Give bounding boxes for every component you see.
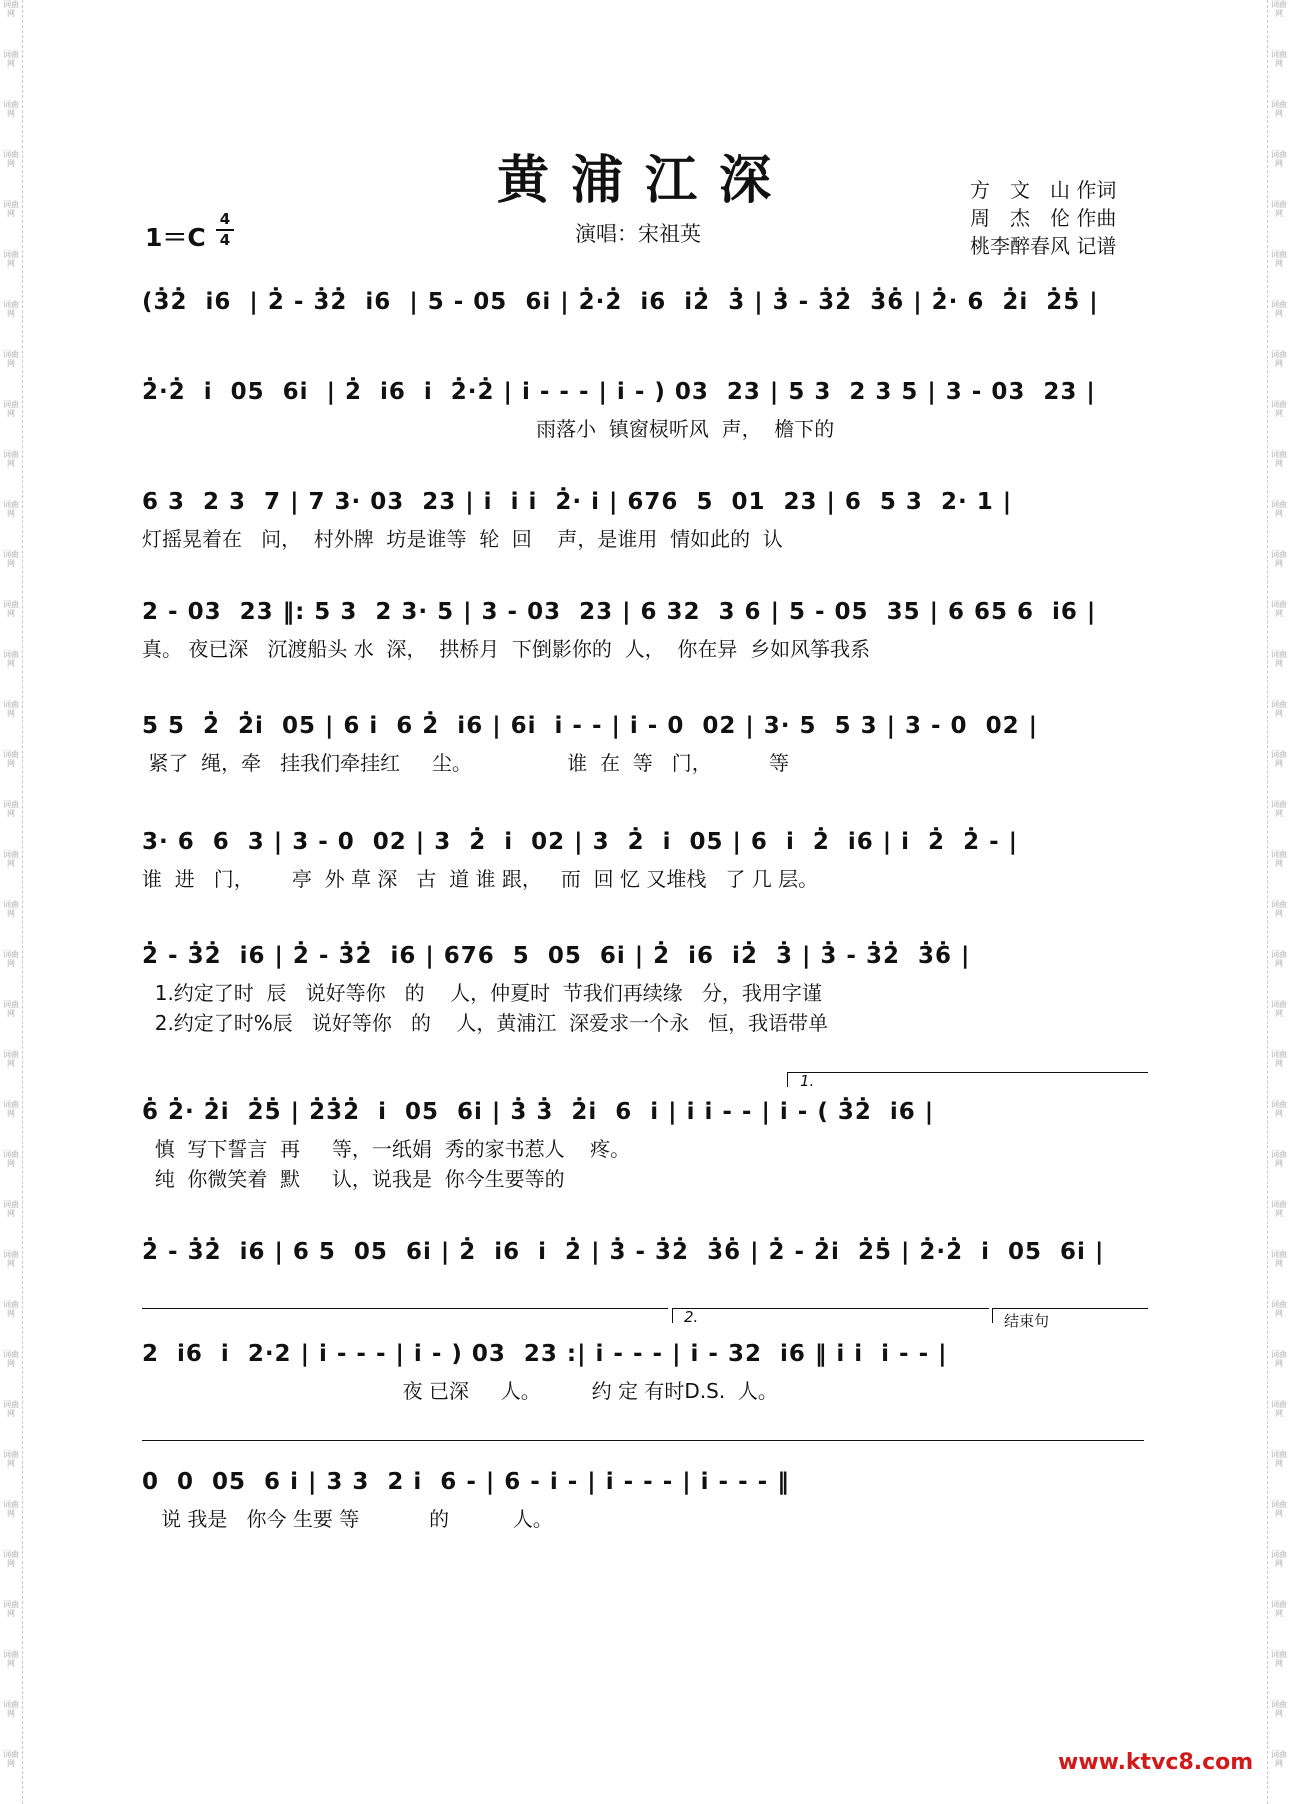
side-mark: 词曲网 — [1271, 200, 1287, 218]
lyric-line: 灯摇晃着在 问， 村外牌 坊是谁等 轮 回 声，是谁用 情如此的 认 — [142, 527, 783, 551]
side-mark: 词曲网 — [3, 1100, 19, 1118]
notation-line: 6̇ 2̇· 2̇i 2̇5̇ | 2̇3̇2̇ i 05 6i | 3̇ 3̇ 2̇i 6 i | i i - - | i - ( 3̇2̇ i6 | — [142, 1099, 935, 1125]
side-mark: 词曲网 — [1271, 0, 1287, 18]
lyric-verse-1: 1.约定了时 辰 说好等你 的 人，仲夏时 节我们再续缘 分，我用字谨 — [142, 981, 822, 1005]
time-signature — [216, 212, 234, 248]
side-mark: 词曲网 — [3, 600, 19, 618]
side-mark: 词曲网 — [3, 1050, 19, 1068]
side-mark: 词曲网 — [1271, 100, 1287, 118]
side-mark: 词曲网 — [3, 150, 19, 168]
side-mark: 词曲网 — [3, 550, 19, 568]
side-mark: 词曲网 — [3, 500, 19, 518]
side-mark: 词曲网 — [1271, 750, 1287, 768]
side-mark: 词曲网 — [3, 1450, 19, 1468]
side-mark: 词曲网 — [3, 1000, 19, 1018]
lyric-line: 雨落小 镇窗棂听风 声， 檐下的 — [142, 417, 835, 441]
side-mark: 词曲网 — [3, 750, 19, 768]
notation-line: 5 5 2̇ 2̇i 05 | 6 i 6 2̇ i6 | 6i i - - | i - 0 02 | 3· 5 5 3 | 3 - 0 02 | — [142, 713, 1038, 739]
second-ending-label: 2. — [684, 1308, 699, 1326]
side-mark: 词曲网 — [1271, 1050, 1287, 1068]
side-mark: 词曲网 — [3, 1150, 19, 1168]
side-mark: 词曲网 — [3, 800, 19, 818]
side-mark: 词曲网 — [1271, 400, 1287, 418]
side-mark: 词曲网 — [1271, 1300, 1287, 1318]
side-mark: 词曲网 — [1271, 850, 1287, 868]
repeat-span-line — [142, 1308, 668, 1309]
side-mark: 词曲网 — [3, 1600, 19, 1618]
transcriber-credit: 桃李醉春风 记谱 — [970, 234, 1117, 258]
notation-line: 2̇·2̇ i 05 6i | 2̇ i6 i 2̇·2̇ | i - - - | i - ) 03 23 | 5 3 2 3 5 | 3 - 03 23 | — [142, 379, 1096, 405]
side-mark: 词曲网 — [1271, 800, 1287, 818]
key-signature: 1＝C — [145, 223, 206, 252]
notation-line: 2 i6 i 2·2 | i - - - | i - ) 03 23 :| i - - - | i - 32 i6 ‖ i i i - - | — [142, 1341, 948, 1367]
side-mark: 词曲网 — [3, 1400, 19, 1418]
side-mark: 词曲网 — [3, 1700, 19, 1718]
credits — [970, 176, 1116, 260]
side-mark: 词曲网 — [1271, 1550, 1287, 1568]
side-mark: 词曲网 — [1271, 1250, 1287, 1268]
song-title: 黄浦江深 — [496, 150, 793, 211]
side-mark: 词曲网 — [1271, 1750, 1287, 1768]
side-mark: 词曲网 — [3, 1650, 19, 1668]
side-mark: 词曲网 — [1271, 1400, 1287, 1418]
coda-span-line — [142, 1440, 1144, 1441]
side-mark: 词曲网 — [1271, 1350, 1287, 1368]
side-mark: 词曲网 — [1271, 1200, 1287, 1218]
side-mark: 词曲网 — [3, 1550, 19, 1568]
side-mark: 词曲网 — [1271, 350, 1287, 368]
side-mark: 词曲网 — [1271, 1150, 1287, 1168]
ending-phrase-label: 结束句 — [1004, 1312, 1050, 1330]
notation-line: 6 3 2 3 7 | 7 3· 03 23 | i i i 2̇· i | 676 5 01 23 | 6 5 3 2· 1 | — [142, 489, 1013, 515]
right-margin-strip — [1267, 0, 1290, 1804]
side-mark: 词曲网 — [1271, 700, 1287, 718]
side-mark: 词曲网 — [3, 1350, 19, 1368]
side-mark: 词曲网 — [1271, 900, 1287, 918]
side-mark: 词曲网 — [3, 1200, 19, 1218]
side-mark: 词曲网 — [1271, 300, 1287, 318]
time-signature-bottom: 4 — [219, 231, 231, 249]
lyric-line: 夜 已深 人。 约 定 有时D.S. 人。 — [142, 1379, 778, 1403]
side-mark: 词曲网 — [3, 250, 19, 268]
notation-line: (3̇2̇ i6 | 2̇ - 3̇2̇ i6 | 5 - 05 6i | 2̇·2̇ i6 i2̇ 3̇ | 3̇ - 3̇2̇ 3̇6̇ | 2̇· 6 2̇i 2̇5̇ | — [142, 289, 1099, 315]
side-mark: 词曲网 — [1271, 250, 1287, 268]
side-mark: 词曲网 — [3, 200, 19, 218]
side-mark: 词曲网 — [1271, 950, 1287, 968]
side-mark: 词曲网 — [1271, 50, 1287, 68]
second-ending-bracket — [672, 1308, 989, 1323]
side-mark: 词曲网 — [3, 900, 19, 918]
first-ending-bracket — [787, 1072, 1148, 1087]
side-mark: 词曲网 — [3, 850, 19, 868]
side-mark: 词曲网 — [1271, 600, 1287, 618]
side-mark: 词曲网 — [1271, 650, 1287, 668]
lyric-line: 说 我是 你今 生要 等 的 人。 — [142, 1507, 553, 1531]
side-mark: 词曲网 — [1271, 1100, 1287, 1118]
lyric-verse-2: 纯 你微笑着 默 认，说我是 你今生要等的 — [142, 1167, 565, 1191]
side-mark: 词曲网 — [3, 100, 19, 118]
side-mark: 词曲网 — [1271, 1000, 1287, 1018]
notation-line: 2̇ - 3̇2̇ i6 | 2̇ - 3̇2̇ i6 | 676 5 05 6i | 2̇ i6 i2̇ 3̇ | 3̇ - 3̇2̇ 3̇6̇ | — [142, 943, 971, 969]
lyric-line: 紧了 绳，牵 挂我们牵挂红 尘。 谁 在 等 门， 等 — [142, 751, 790, 775]
first-ending-label: 1. — [800, 1072, 815, 1090]
site-watermark: www.ktvc8.com — [1058, 1750, 1254, 1775]
side-mark: 词曲网 — [3, 350, 19, 368]
side-mark: 词曲网 — [3, 700, 19, 718]
side-mark: 词曲网 — [3, 1250, 19, 1268]
composer-credit: 周 杰 伦 作曲 — [970, 206, 1117, 230]
lyric-line: 真。 夜已深 沉渡船头 水 深， 拱桥月 下倒影你的 人， 你在异 乡如风筝我系 — [142, 637, 871, 661]
side-mark: 词曲网 — [3, 1750, 19, 1768]
notation-line: 3· 6 6 3 | 3 - 0 02 | 3 2̇ i 02 | 3 2̇ i 05 | 6 i 2̇ i6 | i 2̇ 2̇ - | — [142, 829, 1019, 855]
side-mark: 词曲网 — [1271, 150, 1287, 168]
side-mark: 词曲网 — [1271, 450, 1287, 468]
lyricist-credit: 方 文 山 作词 — [970, 178, 1117, 202]
side-mark: 词曲网 — [3, 1500, 19, 1518]
notation-line: 2̇ - 3̇2̇ i6 | 6 5 05 6i | 2̇ i6 i 2̇ | 3̇ - 3̇2̇ 3̇6̇ | 2̇ - 2̇i 2̇5̇ | 2̇·2̇ i 05 6i | — [142, 1239, 1105, 1265]
lyric-verse-1: 慎 写下誓言 再 等，一纸娟 秀的家书惹人 疼。 — [142, 1137, 631, 1161]
side-mark: 词曲网 — [1271, 1450, 1287, 1468]
lyric-verse-2: 2.约定了时%辰 说好等你 的 人，黄浦江 深爱求一个永 恒，我语带单 — [142, 1011, 829, 1035]
side-mark: 词曲网 — [3, 400, 19, 418]
side-mark: 词曲网 — [1271, 1650, 1287, 1668]
left-margin-strip — [0, 0, 23, 1804]
side-mark: 词曲网 — [1271, 1500, 1287, 1518]
side-mark: 词曲网 — [1271, 1600, 1287, 1618]
side-mark: 词曲网 — [3, 0, 19, 18]
side-mark: 词曲网 — [3, 1300, 19, 1318]
time-signature-top: 4 — [219, 210, 231, 228]
side-mark: 词曲网 — [1271, 500, 1287, 518]
side-mark: 词曲网 — [3, 450, 19, 468]
side-mark: 词曲网 — [3, 650, 19, 668]
side-mark: 词曲网 — [3, 950, 19, 968]
side-mark: 词曲网 — [3, 300, 19, 318]
notation-line: 0 0 05 6 i | 3 3 2 i 6 - | 6 - i - | i - - - | i - - - ‖ — [142, 1469, 790, 1495]
notation-line: 2 - 03 23 ‖: 5 3 2 3· 5 | 3 - 03 23 | 6 32 3 6 | 5 - 05 35 | 6 65 6 i6 | — [142, 599, 1097, 625]
lyric-line: 谁 进 门， 亭 外 草 深 古 道 谁 跟， 而 回 忆 又堆栈 了 几 层。 — [142, 867, 819, 891]
side-mark: 词曲网 — [3, 50, 19, 68]
side-mark: 词曲网 — [1271, 1700, 1287, 1718]
singer-credit: 演唱：宋祖英 — [575, 222, 701, 246]
side-mark: 词曲网 — [1271, 550, 1287, 568]
